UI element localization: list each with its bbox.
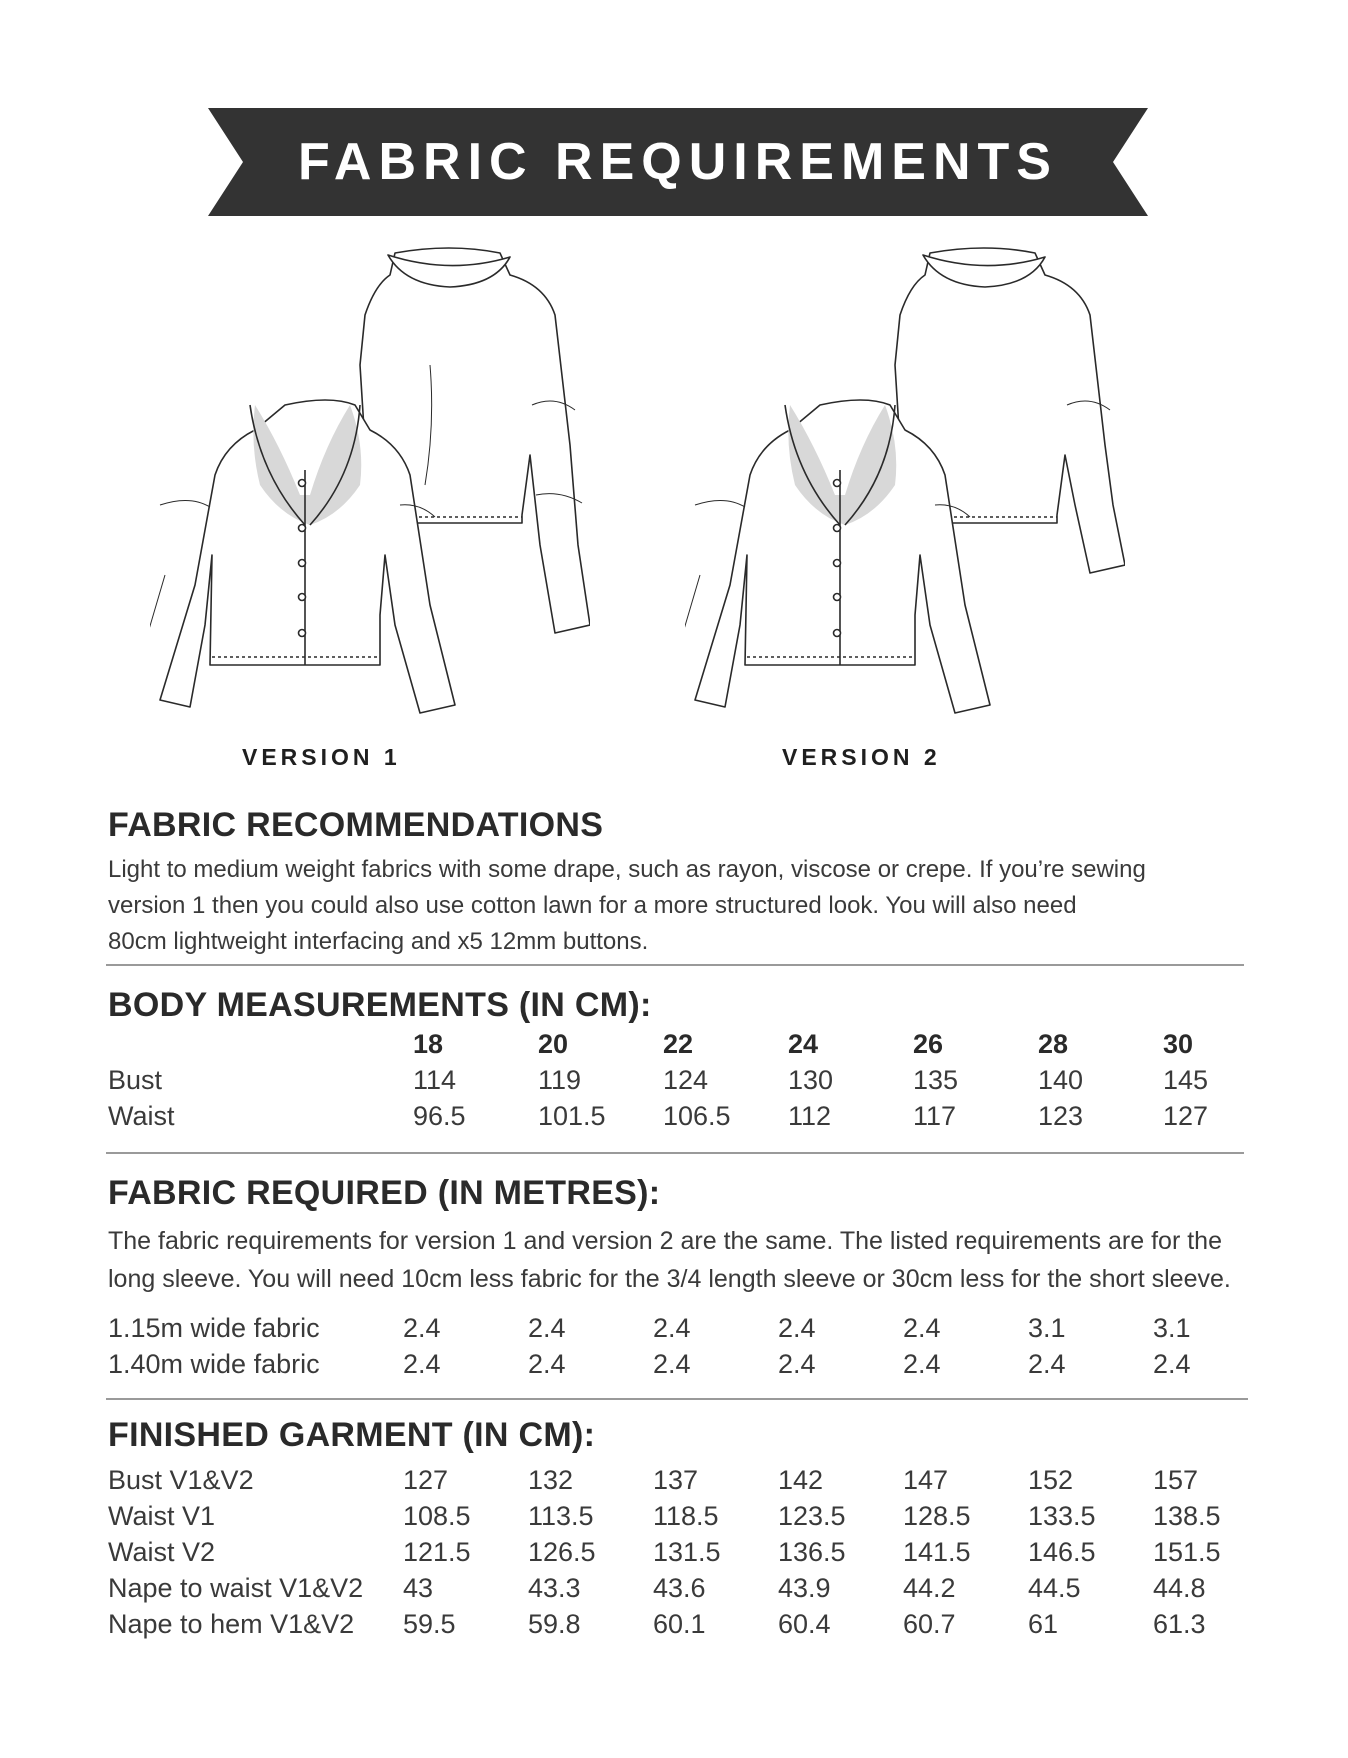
fabric-recommendations-text [108, 852, 1146, 960]
size-header: 28 [1038, 1028, 1069, 1059]
table-cell: 123.5 [778, 1500, 846, 1531]
table-cell: 121.5 [403, 1536, 471, 1567]
version-2-label: VERSION 2 [782, 744, 941, 770]
size-header: 24 [788, 1028, 819, 1059]
table-row [108, 1606, 1278, 1642]
size-header: 30 [1163, 1028, 1194, 1059]
table-row [108, 1346, 1278, 1382]
table-row [108, 1570, 1278, 1606]
table-cell: 147 [903, 1464, 949, 1495]
table-row [108, 1534, 1278, 1570]
recommendation-line: 80cm lightweight interfacing and x5 12mm buttons. [108, 928, 649, 955]
size-header: 20 [538, 1028, 569, 1059]
row-label: Waist V2 [108, 1536, 216, 1567]
version-1-label: VERSION 1 [242, 744, 401, 770]
row-label: Waist [108, 1100, 175, 1131]
fabric-required-line: The fabric requirements for version 1 and version 2 are the same. The listed requirements are for the [108, 1227, 1222, 1255]
table-cell: 44.2 [903, 1572, 956, 1603]
table-cell: 126.5 [528, 1536, 596, 1567]
recommendation-line: version 1 then you could also use cotton lawn for a more structured look. You will also need [108, 892, 1077, 919]
table-cell: 2.4 [778, 1312, 816, 1343]
table-cell: 44.5 [1028, 1572, 1081, 1603]
body-measurements-heading: BODY MEASUREMENTS (IN CM): [108, 986, 652, 1024]
row-label: Nape to hem V1&V2 [108, 1608, 355, 1639]
table-cell: 142 [778, 1464, 824, 1495]
table-cell: 3.1 [1153, 1312, 1191, 1343]
row-label: 1.15m wide fabric [108, 1312, 320, 1343]
table-cell: 101.5 [538, 1100, 606, 1131]
table-cell: 60.4 [778, 1608, 831, 1639]
table-cell: 61 [1028, 1608, 1059, 1639]
table-cell: 3.1 [1028, 1312, 1066, 1343]
table-cell: 2.4 [1153, 1348, 1191, 1379]
row-label: Bust V1&V2 [108, 1464, 254, 1495]
table-cell: 43 [403, 1572, 434, 1603]
table-cell: 2.4 [653, 1348, 691, 1379]
table-row [108, 1098, 1288, 1134]
row-label: Bust [108, 1064, 163, 1095]
table-cell: 118.5 [653, 1500, 719, 1531]
finished-garment-heading: FINISHED GARMENT (IN CM): [108, 1416, 596, 1454]
table-cell: 2.4 [403, 1348, 441, 1379]
table-cell: 61.3 [1153, 1608, 1206, 1639]
table-cell: 157 [1153, 1464, 1199, 1495]
table-cell: 106.5 [663, 1100, 731, 1131]
body-measurements-table [108, 1026, 1288, 1134]
table-row [108, 1310, 1278, 1346]
size-header-blank [108, 1026, 413, 1062]
table-cell: 119 [538, 1064, 582, 1095]
table-cell: 2.4 [903, 1348, 941, 1379]
table-cell: 124 [663, 1064, 709, 1095]
size-header: 22 [663, 1028, 694, 1059]
table-cell: 117 [913, 1100, 957, 1131]
row-label: Waist V1 [108, 1500, 216, 1531]
table-cell: 43.6 [653, 1572, 706, 1603]
table-cell: 108.5 [403, 1500, 471, 1531]
version-2-illustration [685, 245, 1125, 725]
section-divider [106, 964, 1244, 966]
table-cell: 43.3 [528, 1572, 581, 1603]
fabric-required-heading: FABRIC REQUIRED (IN METRES): [108, 1174, 661, 1212]
table-cell: 2.4 [903, 1312, 941, 1343]
page-title: FABRIC REQUIREMENTS [298, 133, 1058, 191]
table-cell: 2.4 [1028, 1348, 1066, 1379]
finished-garment-table [108, 1462, 1278, 1642]
table-cell: 2.4 [528, 1312, 566, 1343]
table-cell: 2.4 [778, 1348, 816, 1379]
table-cell: 2.4 [403, 1312, 441, 1343]
table-cell: 123 [1038, 1100, 1084, 1131]
table-cell: 59.5 [403, 1608, 456, 1639]
table-cell: 137 [653, 1464, 699, 1495]
table-cell: 135 [913, 1064, 959, 1095]
size-header: 18 [413, 1028, 444, 1059]
row-label: Nape to waist V1&V2 [108, 1572, 364, 1603]
table-cell: 96.5 [413, 1100, 466, 1131]
table-cell: 60.7 [903, 1608, 956, 1639]
title-banner [208, 108, 1148, 216]
table-cell: 2.4 [653, 1312, 691, 1343]
size-header: 26 [913, 1028, 944, 1059]
version-1-illustration [150, 245, 590, 725]
table-cell: 132 [528, 1464, 574, 1495]
table-cell: 138.5 [1153, 1500, 1221, 1531]
table-row [108, 1462, 1278, 1498]
row-label: 1.40m wide fabric [108, 1348, 320, 1379]
table-row [108, 1498, 1278, 1534]
table-cell: 136.5 [778, 1536, 846, 1567]
table-cell: 141.5 [903, 1536, 971, 1567]
table-cell: 152 [1028, 1464, 1074, 1495]
table-cell: 146.5 [1028, 1536, 1096, 1567]
table-cell: 44.8 [1153, 1572, 1206, 1603]
table-cell: 133.5 [1028, 1500, 1096, 1531]
table-cell: 60.1 [653, 1608, 706, 1639]
fabric-required-table [108, 1310, 1278, 1382]
recommendation-line: Light to medium weight fabrics with some drape, such as rayon, viscose or crepe. If you’re sewing [108, 856, 1146, 883]
table-cell: 131.5 [653, 1536, 721, 1567]
table-cell: 140 [1038, 1064, 1084, 1095]
table-cell: 59.8 [528, 1608, 581, 1639]
size-header-row [108, 1026, 1288, 1062]
table-cell: 43.9 [778, 1572, 831, 1603]
section-divider [106, 1152, 1244, 1154]
table-cell: 145 [1163, 1064, 1209, 1095]
table-cell: 114 [413, 1064, 457, 1095]
table-cell: 113.5 [528, 1500, 594, 1531]
table-cell: 112 [788, 1100, 832, 1131]
fabric-required-line: long sleeve. You will need 10cm less fabric for the 3/4 length sleeve or 30cm less for the short sleeve. [108, 1265, 1231, 1293]
table-cell: 151.5 [1153, 1536, 1221, 1567]
section-divider [106, 1398, 1248, 1400]
fabric-required-text [108, 1222, 1231, 1298]
fabric-recommendations-heading: FABRIC RECOMMENDATIONS [108, 806, 604, 844]
table-cell: 2.4 [528, 1348, 566, 1379]
table-row [108, 1062, 1288, 1098]
table-cell: 127 [1163, 1100, 1209, 1131]
table-cell: 130 [788, 1064, 834, 1095]
table-cell: 128.5 [903, 1500, 971, 1531]
table-cell: 127 [403, 1464, 449, 1495]
